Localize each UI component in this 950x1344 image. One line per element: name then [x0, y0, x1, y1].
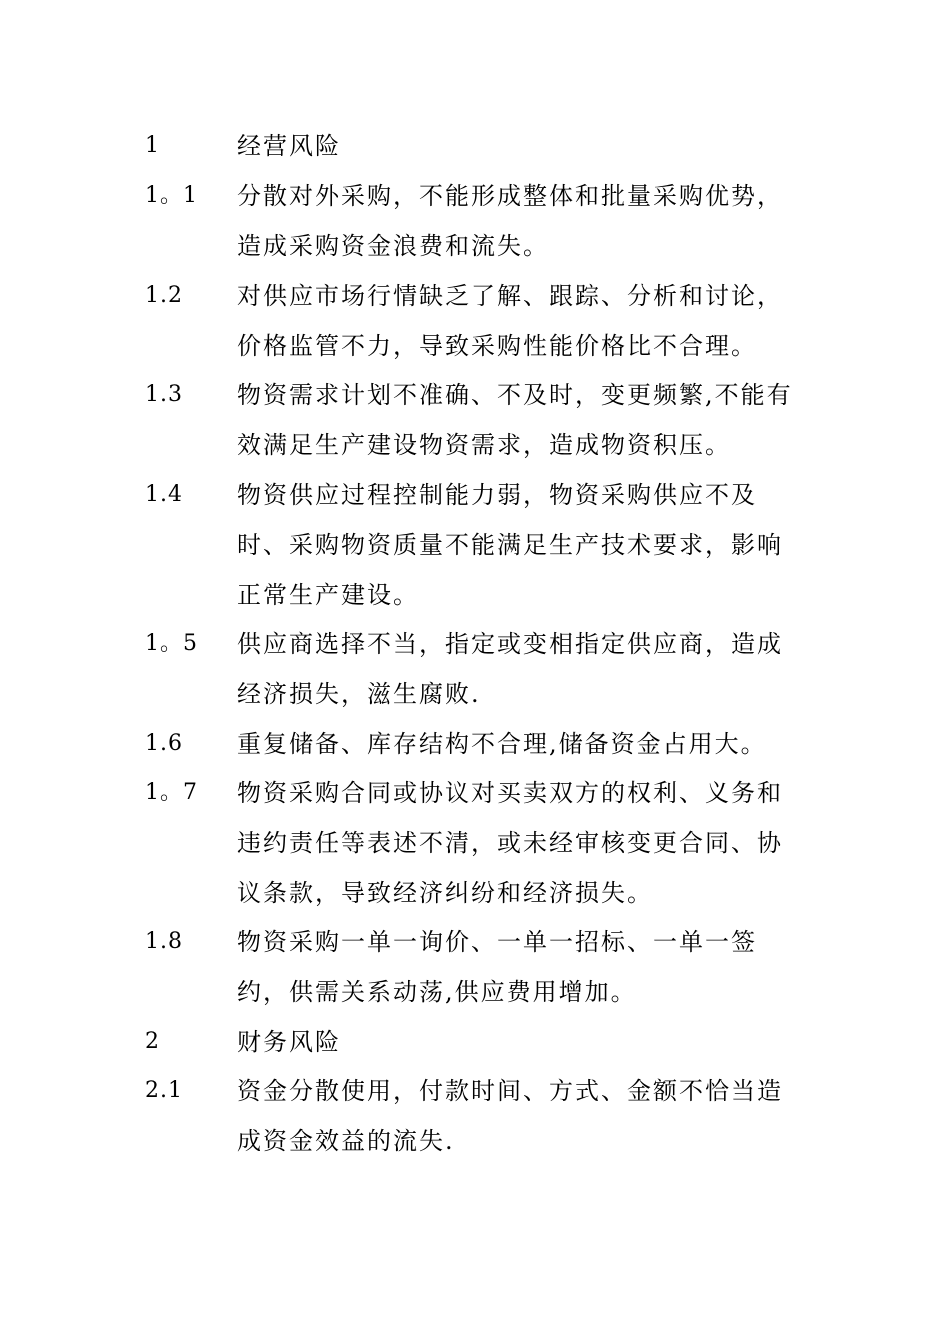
item-text: 物资需求计划不准确、不及时，变更频繁,不能有效满足生产建设物资需求，造成物资积压。	[237, 381, 793, 459]
item-text: 对供应市场行情缺乏了解、跟踪、分析和讨论，价格监管不力，导致采购性能价格比不合理。	[237, 282, 783, 360]
item-text: 分散对外采购，不能形成整体和批量采购优势，造成采购资金浪费和流失。	[237, 182, 783, 260]
item-number: 1.3	[145, 382, 183, 407]
item-number: 1.6	[145, 731, 183, 756]
item-text: 财务风险	[237, 1028, 341, 1056]
item-text: 重复储备、库存结构不合理,储备资金占用大。	[237, 730, 767, 758]
item-number: 1。1	[145, 183, 198, 208]
item-number: 1。5	[145, 631, 198, 656]
item-number: 2.1	[145, 1078, 183, 1103]
item-text: 物资采购合同或协议对买卖双方的权利、义务和违约责任等表述不清，或未经审核变更合同、协议条款，导致经济纠纷和经济损失。	[237, 779, 783, 907]
item-number: 2	[145, 1029, 160, 1054]
item-text: 物资采购一单一询价、一单一招标、一单一签约，供需关系动荡,供应费用增加。	[237, 928, 757, 1006]
item-number: 1。7	[145, 780, 198, 805]
item-number: 1.4	[145, 482, 183, 507]
item-text: 物资供应过程控制能力弱，物资采购供应不及时、采购物资质量不能满足生产技术要求，影响正常生产建设。	[237, 481, 783, 609]
item-number: 1.2	[145, 283, 183, 308]
item-number: 1	[145, 133, 160, 158]
item-number: 1.8	[145, 929, 183, 954]
item-text: 供应商选择不当，指定或变相指定供应商，造成经济损失，滋生腐败.	[237, 630, 783, 708]
item-text: 经营风险	[237, 132, 341, 160]
item-text: 资金分散使用，付款时间、方式、金额不恰当造成资金效益的流失.	[237, 1077, 783, 1155]
